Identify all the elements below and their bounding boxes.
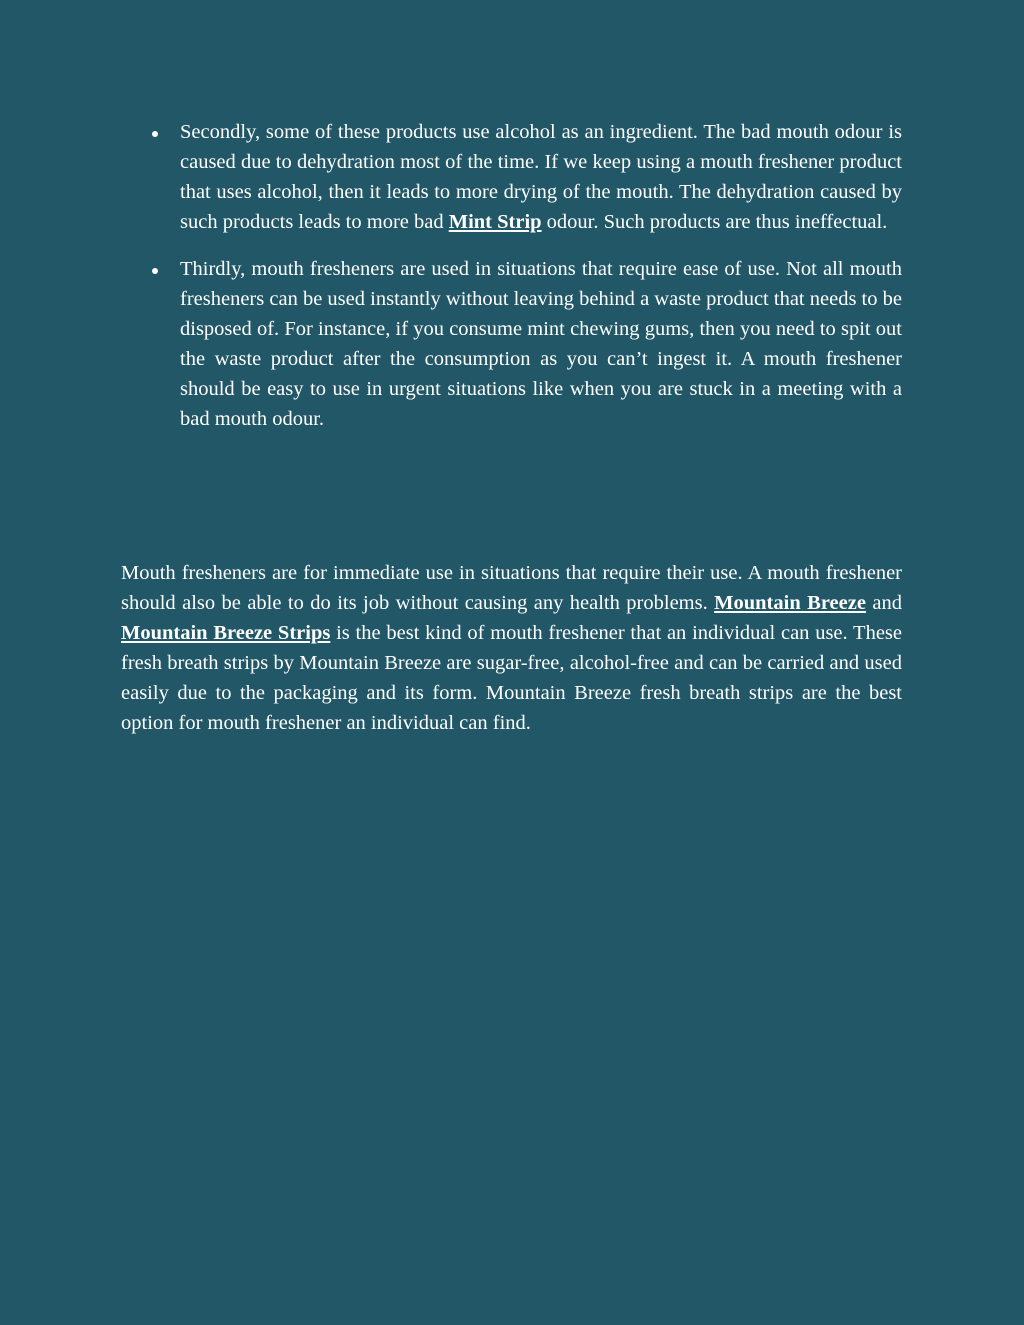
mountain-breeze-strips-link[interactable]: Mountain Breeze Strips bbox=[121, 622, 331, 644]
paragraph-text-after-links: is the best kind of mouth freshener that an individual can use. These fresh breath strips by Mountain Breeze are sugar-free, alcohol-free and can be carried and used easily due to the packaging and its form. Mountain Breeze fresh breath strips are the best option for mouth freshener an individual can find. bbox=[121, 622, 902, 734]
paragraph-text-before-links: Mouth fresheners are for immediate use in situations that require their use. A mouth freshener should also be able to do its job without causing any health problems. bbox=[121, 562, 902, 614]
bullet-text-after-link: odour. Such products are thus ineffectual. bbox=[541, 211, 888, 233]
paragraph-text-between-links: and bbox=[865, 592, 902, 614]
bullet-item-thirdly bbox=[180, 254, 902, 434]
closing-paragraph bbox=[121, 558, 902, 738]
bullet-text: Thirdly, mouth fresheners are used in situations that require ease of use. Not all mouth fresheners can be used instantly without leaving behind a waste product that needs to be disposed of. For instance, if you consume mint chewing gums, then you need to spit out the waste product after the consumption as you can’t ingest it. A mouth freshener should be easy to use in urgent situations like when you are stuck in a meeting with a bad mouth odour. bbox=[180, 258, 902, 430]
mountain-breeze-link[interactable]: Mountain Breeze bbox=[714, 592, 866, 614]
bullet-icon bbox=[152, 131, 158, 137]
bullet-item-secondly bbox=[180, 117, 902, 237]
bullet-list bbox=[180, 117, 902, 451]
bullet-icon bbox=[152, 268, 158, 274]
mint-strip-link[interactable]: Mint Strip bbox=[448, 211, 542, 233]
bullet-text-before-link: Secondly, some of these products use alcohol as an ingredient. The bad mouth odour is caused due to dehydration most of the time. If we keep using a mouth freshener product that uses alcohol, then it leads to more drying of the mouth. The dehydration caused by such products leads to more bad bbox=[180, 121, 902, 233]
